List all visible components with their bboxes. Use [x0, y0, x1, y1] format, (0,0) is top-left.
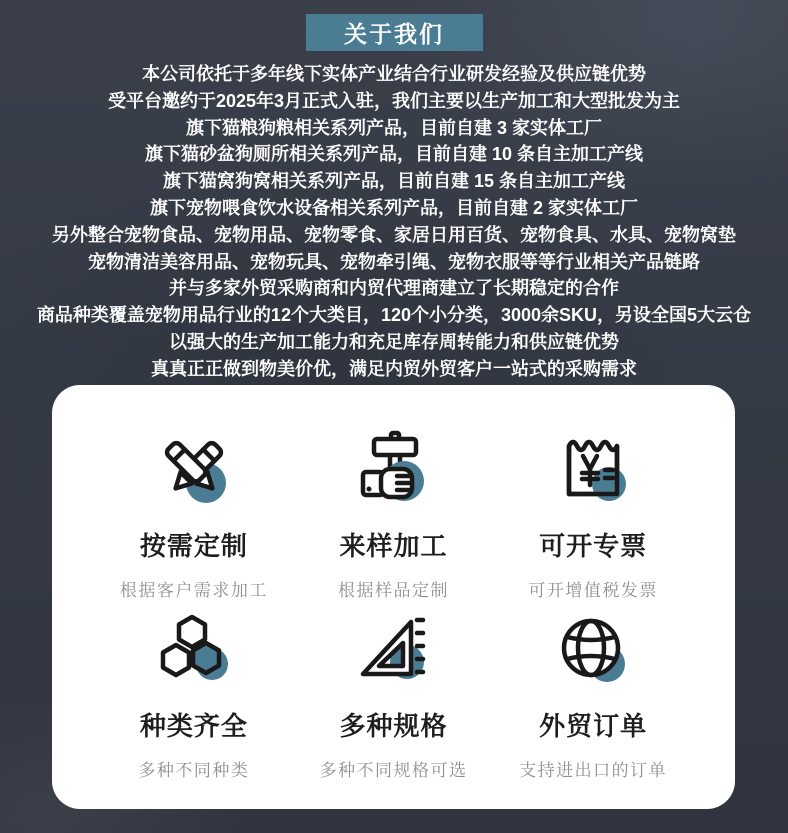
feature-item-sample	[294, 430, 494, 600]
about-text-block	[0, 61, 788, 383]
pencil-cross-icon	[154, 430, 234, 510]
feature-subtitle: 根据样品定制	[337, 581, 449, 600]
globe-icon	[553, 610, 633, 690]
about-line: 旗下宠物喂食饮水设备相关系列产品，目前自建 2 家实体工厂	[149, 197, 638, 218]
feature-title: 种类齐全	[139, 711, 248, 741]
about-line: 本公司依托于多年线下实体产业结合行业研发经验及供应链优势	[142, 64, 646, 84]
about-line: 另外整合宠物食品、宠物用品、宠物零食、家居日用百货、宠物食具、水具、宠物窝垫	[52, 224, 736, 245]
set-square-icon	[353, 610, 433, 690]
features-grid	[52, 385, 735, 780]
feature-subtitle: 多种不同种类	[138, 761, 250, 780]
about-line: 旗下猫砂盆狗厕所相关系列产品，目前自建 10 条自主加工产线	[144, 144, 644, 165]
section-title-box	[306, 14, 483, 51]
features-card	[52, 385, 735, 809]
about-line: 真真正正做到物美价优，满足内贸外贸客户一站式的采购需求	[151, 358, 637, 379]
about-section	[0, 0, 788, 383]
invoice-icon	[553, 430, 633, 510]
feature-title: 按需定制	[139, 531, 248, 561]
feature-subtitle: 根据客户需求加工	[119, 581, 268, 600]
feature-title: 可开专票	[539, 531, 648, 561]
about-line: 受平台邀约于2025年3月正式入驻，我们主要以生产加工和大型批发为主	[107, 90, 681, 111]
hammer-hand-icon	[353, 430, 433, 510]
about-line: 商品种类覆盖宠物用品行业的12个大类目，120个小分类，3000余SKU，另设全国5大云仓	[36, 305, 752, 326]
about-line: 旗下猫粮狗粮相关系列产品，目前自建 3 家实体工厂	[185, 117, 602, 138]
feature-item-custom	[94, 430, 294, 600]
feature-subtitle: 多种不同规格可选	[319, 761, 468, 780]
feature-title: 外贸订单	[539, 711, 648, 741]
feature-subtitle: 可开增值税发票	[528, 581, 658, 600]
feature-item-specs	[294, 610, 494, 780]
feature-item-invoice	[493, 430, 693, 600]
feature-subtitle: 支持进出口的订单	[519, 761, 668, 780]
feature-title: 多种规格	[339, 711, 448, 741]
about-line: 旗下猫窝狗窝相关系列产品，目前自建 15 条自主加工产线	[162, 171, 626, 192]
feature-item-variety	[94, 610, 294, 780]
feature-title: 来样加工	[339, 531, 448, 561]
section-title: 关于我们	[344, 21, 444, 47]
about-line: 并与多家外贸采购商和内贸代理商建立了长期稳定的合作	[169, 278, 619, 299]
feature-item-trade	[493, 610, 693, 780]
about-line: 以强大的生产加工能力和充足库存周转能力和供应链优势	[169, 331, 619, 352]
about-line: 宠物清洁美容用品、宠物玩具、宠物牵引绳、宠物衣服等等行业相关产品链路	[88, 251, 700, 272]
hexagons-icon	[154, 610, 234, 690]
